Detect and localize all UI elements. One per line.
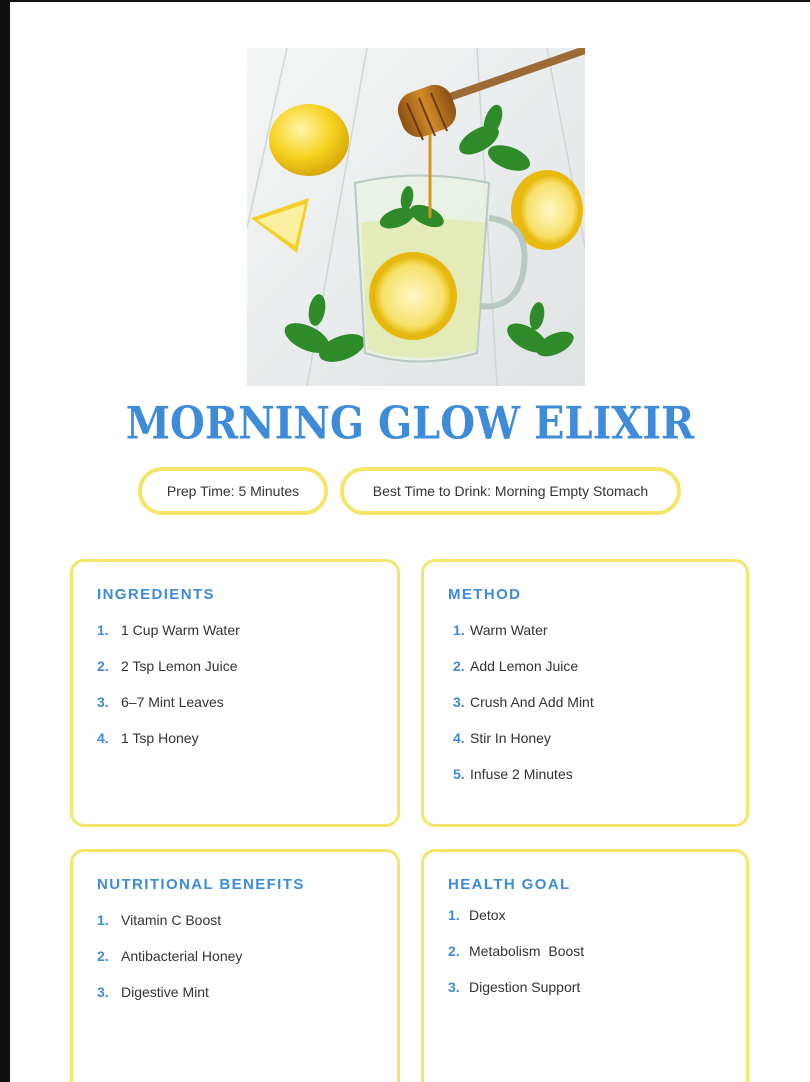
hero-image [247,48,585,386]
best-time-badge: Best Time to Drink: Morning Empty Stomach [340,467,681,515]
list-item: 3. Digestion Support [448,979,581,995]
list-item: 3. Crush And Add Mint [453,694,594,710]
list-item: 1. Warm Water [453,622,548,638]
ingredients-heading: INGREDIENTS [97,586,215,603]
list-item: 4. Stir In Honey [453,730,551,746]
recipe-page [10,2,810,1082]
list-item: 1. Detox [448,907,506,923]
method-heading: METHOD [448,586,522,603]
ingredients-list [97,622,240,766]
list-item: 3. 6–7 Mint Leaves [97,694,224,710]
page-title: MORNING GLOW ELIXIR [125,397,695,450]
list-item: 1. Vitamin C Boost [97,912,222,928]
method-card [421,559,749,827]
prep-time-badge: Prep Time: 5 Minutes [138,467,328,515]
nutrition-list [97,912,242,1020]
list-item: 1. 1 Cup Warm Water [97,622,240,638]
nutrition-heading: NUTRITIONAL BENEFITS [97,876,305,893]
health-goal-heading: HEALTH GOAL [448,876,571,893]
list-item: 2. Metabolism Boost [448,943,585,959]
list-item: 2. Antibacterial Honey [97,948,243,964]
health-goal-list [448,907,584,1015]
list-item: 4. 1 Tsp Honey [97,730,199,746]
list-item: 5. Infuse 2 Minutes [453,766,573,782]
list-item: 2. 2 Tsp Lemon Juice [97,658,238,674]
ingredients-card [70,559,400,827]
nutrition-card [70,849,400,1082]
list-item: 3. Digestive Mint [97,984,209,1000]
health-goal-card [421,849,749,1082]
list-item: 2. Add Lemon Juice [453,658,579,674]
method-list [453,622,594,802]
